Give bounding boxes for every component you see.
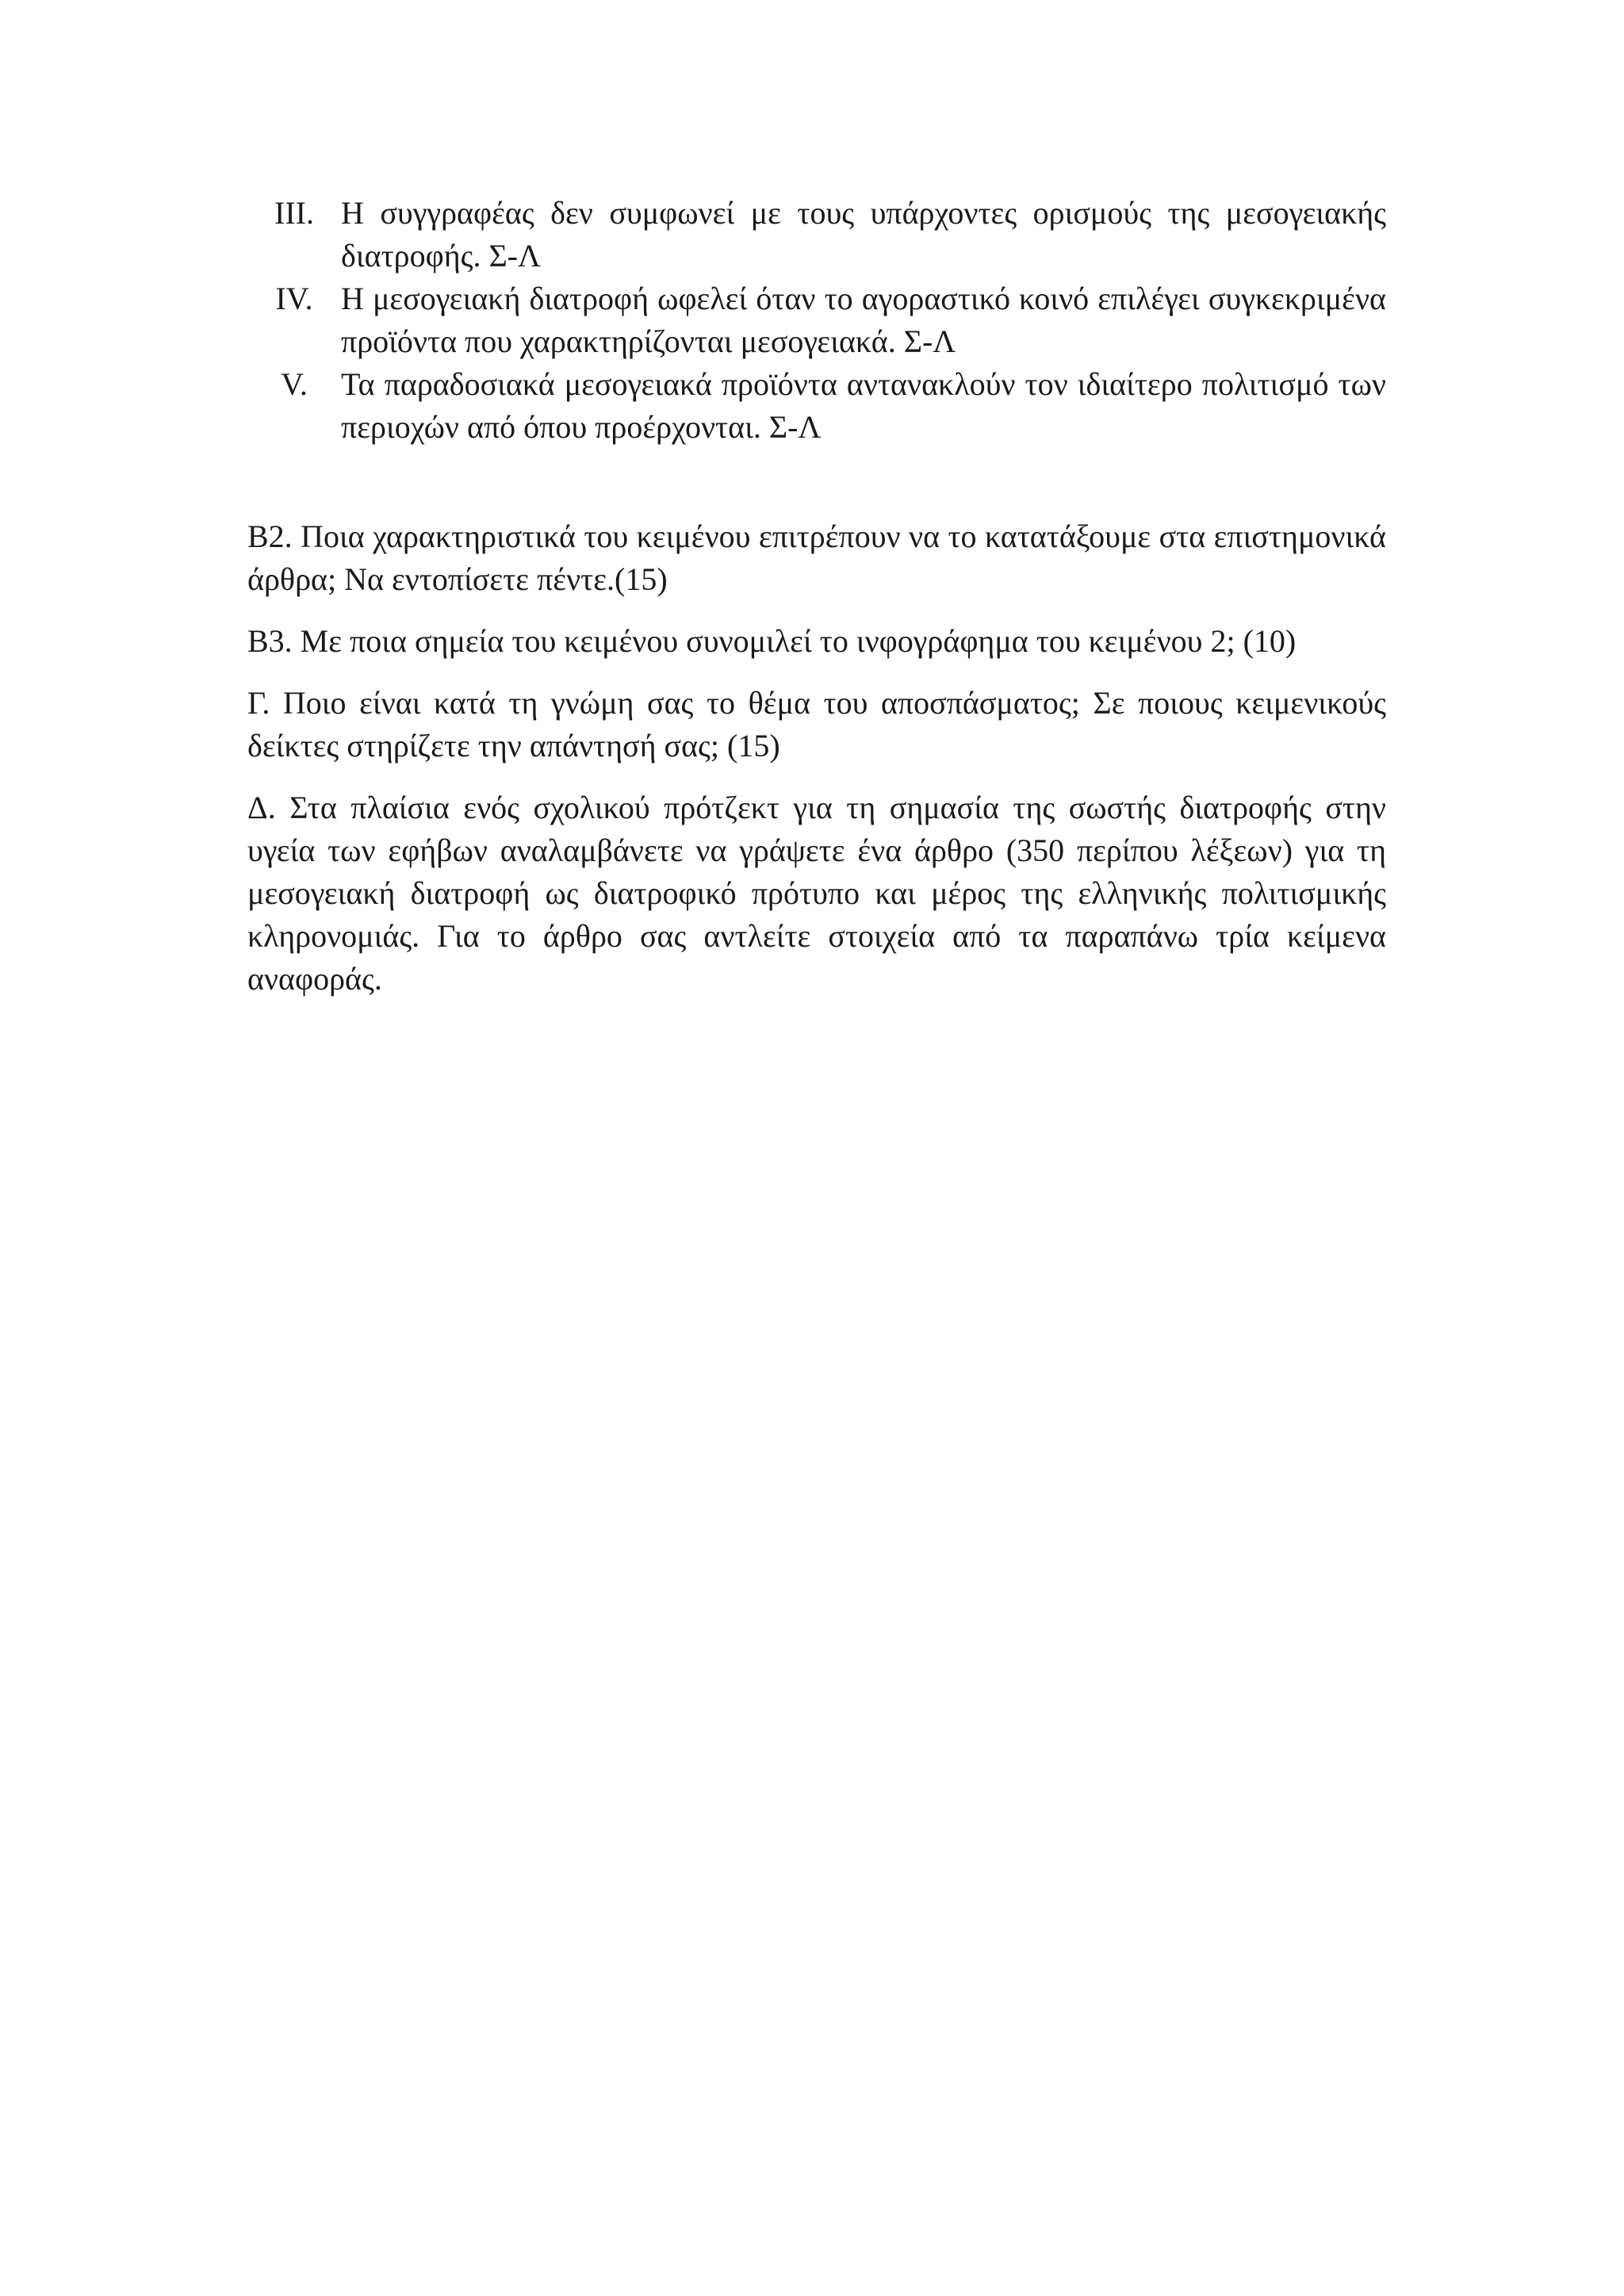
question-b3: Β3. Με ποια σημεία του κειμένου συνομιλεί το ινφογράφημα του κειμένου 2; (10)	[247, 623, 1297, 659]
question-d: Δ. Στα πλαίσια ενός σχολικού πρότζεκτ για τη σημασία της σωστής διατροφής στην υγεία των εφήβων αναλαμβάνετε να γράψετε ένα άρθρο (350 περίπου λέξεων) για τη μεσογειακή διατροφή ως διατροφικό πρότυπο και μέρος της ελληνικής πολιτισμικής κληρονομιάς. Για το άρθρο σας αντλείτε στοιχεία από τα παραπάνω τρία κείμενα αναφοράς.	[247, 790, 1386, 997]
statement-item	[247, 363, 1386, 449]
page-content	[247, 192, 1386, 1001]
statement-text: Η μεσογειακή διατροφή ωφελεί όταν το αγοραστικό κοινό επιλέγει συγκεκριμένα προϊόντα που χαρακτηρίζονται μεσογειακά. Σ-Λ	[341, 281, 1386, 359]
question-b2: Β2. Ποια χαρακτηριστικά του κειμένου επιτρέπουν να το κατατάξουμε στα επιστημονικά άρθρα; Να εντοπίσετε πέντε.(15)	[247, 519, 1386, 597]
statement-numeral: V.	[281, 366, 308, 402]
statement-numeral: III.	[274, 195, 314, 231]
statement-numeral: IV.	[275, 281, 313, 316]
statement-item	[247, 277, 1386, 363]
true-false-statements-list	[247, 192, 1386, 449]
question-g: Γ. Ποιο είναι κατά τη γνώμη σας το θέμα του αποσπάσματος; Σε ποιους κειμενικούς δείκτες στηρίζετε την απάντησή σας; (15)	[247, 685, 1386, 763]
statement-text: Τα παραδοσιακά μεσογειακά προϊόντα αντανακλούν τον ιδιαίτερο πολιτισμό των περιοχών από όπου προέρχονται. Σ-Λ	[341, 366, 1386, 445]
statement-text: Η συγγραφέας δεν συμφωνεί με τους υπάρχοντες ορισμούς της μεσογειακής διατροφής. Σ-Λ	[341, 195, 1386, 274]
statement-item	[247, 192, 1386, 277]
